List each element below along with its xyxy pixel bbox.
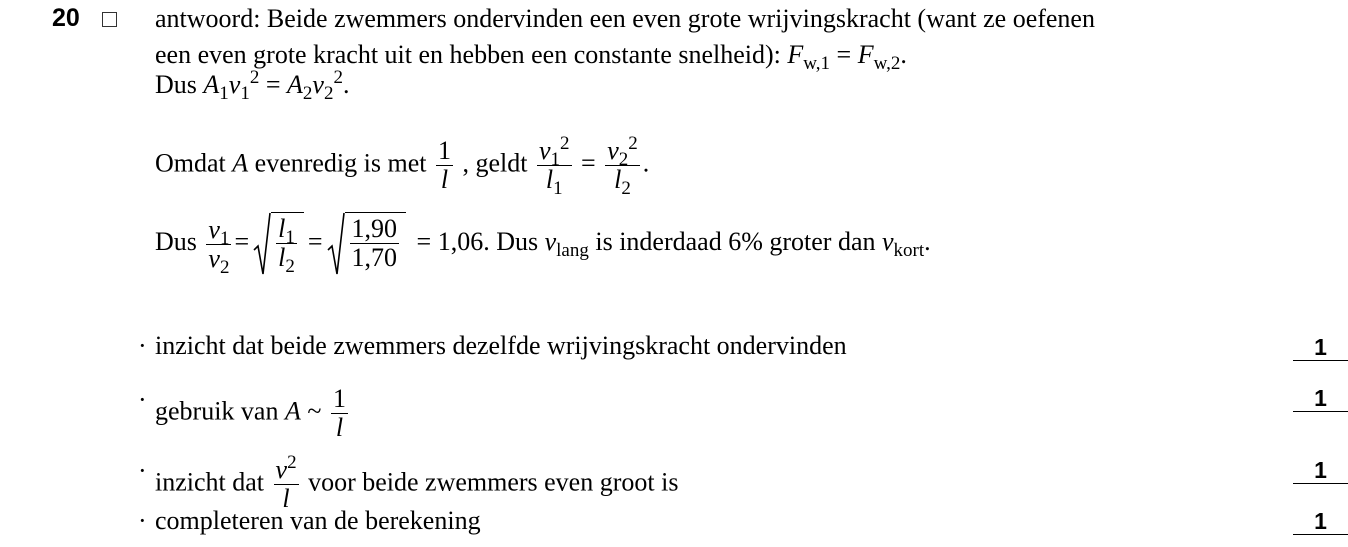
formula-area-velocity: $A_1v_1^2 = A_2v_2^2$. (203, 67, 350, 104)
answer-line-4-prefix: Omdat (155, 148, 233, 178)
criterion-3-before: inzicht dat (155, 467, 271, 497)
answer-line-5-mid: is inderdaad 6% groter dan (588, 226, 882, 256)
sqrt-numerator: 1,90 (351, 214, 398, 243)
criterion-4-points: 1 (1293, 508, 1348, 535)
bullet-icon: · (138, 506, 147, 535)
answer-line-3-prefix: Dus (155, 70, 204, 99)
criterion-1-points: 1 (1293, 334, 1348, 361)
bullet-icon: · (138, 331, 147, 360)
symbol-v-kort: $v_{kort}$. (881, 226, 931, 261)
criterion-3-text (155, 452, 679, 513)
bullet-icon: · (138, 456, 147, 485)
answer-line-4-mid: evenredig is met (248, 148, 433, 178)
symbol-A: A (232, 148, 249, 178)
fraction-v1-over-v2: $\frac{v_1}{v_2}$ (208, 214, 230, 278)
answer-line-1: antwoord: Beide zwemmers ondervinden een even grote wrijvingskracht (want ze oefenen (155, 4, 1095, 33)
criterion-2-text: gebruik van A ~ $\frac{1}{l}$ (155, 384, 346, 442)
symbol-v-lang: $v_{lang}$ (544, 226, 589, 261)
sqrt-l1-over-l2: $\frac{l_1}{l_2}$ (253, 212, 304, 276)
fraction-vsq-over-l: $\frac{v^2}{l}$ (275, 452, 297, 513)
fraction-one-over-l: $\frac{1}{l}$ (332, 384, 346, 442)
formula-friction-equal: $F_{w,1} = F_{w,2}$. (787, 40, 907, 74)
answer-line-5: Dus $\frac{v_1}{v_2}$ = $\frac{l_1}{l_2}$ = $\frac{1,90}{1,70}$ = 1,06. Dus $v_{lang}$ is inderdaad 6% groter dan $v_{kort}$. (155, 214, 931, 278)
answer-line-3 (155, 67, 350, 104)
answer-line-5-prefix: Dus (155, 226, 204, 256)
criterion-3-points: 1 (1293, 457, 1348, 484)
answer-line-2-text: een even grote kracht uit en hebben een constante snelheid): (155, 40, 788, 69)
sqrt-denominator: 1,70 (351, 243, 398, 272)
answer-line-4: Omdat A evenredig is met $\frac{1}{l}$ , geldt $\frac{v_1^2}{l_1}$ = $\frac{v_2^2}{l_2}$ . (155, 133, 650, 199)
criterion-2-points: 1 (1293, 385, 1348, 412)
criterion-3-after: voor beide zwemmers even groot is (301, 467, 679, 497)
answer-line-2 (155, 40, 907, 74)
criterion-4-text: completeren van de berekening (155, 506, 481, 535)
question-number: 20 (52, 4, 80, 32)
question-checkbox[interactable] (102, 12, 117, 27)
sqrt-numeric (327, 212, 407, 276)
fraction-one-over-l: $\frac{1}{l}$ (438, 136, 451, 194)
criterion-2-label: gebruik van (155, 396, 285, 426)
fraction-v2sq-over-l2: $\frac{v_2^2}{l_2}$ (607, 133, 638, 199)
answer-line-5-result: = 1,06. Dus (410, 226, 545, 256)
answer-line-4-geldt: , geldt (456, 148, 534, 178)
criterion-1-text: inzicht dat beide zwemmers dezelfde wrijvingskracht ondervinden (155, 331, 847, 360)
bullet-icon: · (138, 385, 147, 414)
fraction-v1sq-over-l1: $\frac{v_1^2}{l_1}$ (539, 133, 570, 199)
